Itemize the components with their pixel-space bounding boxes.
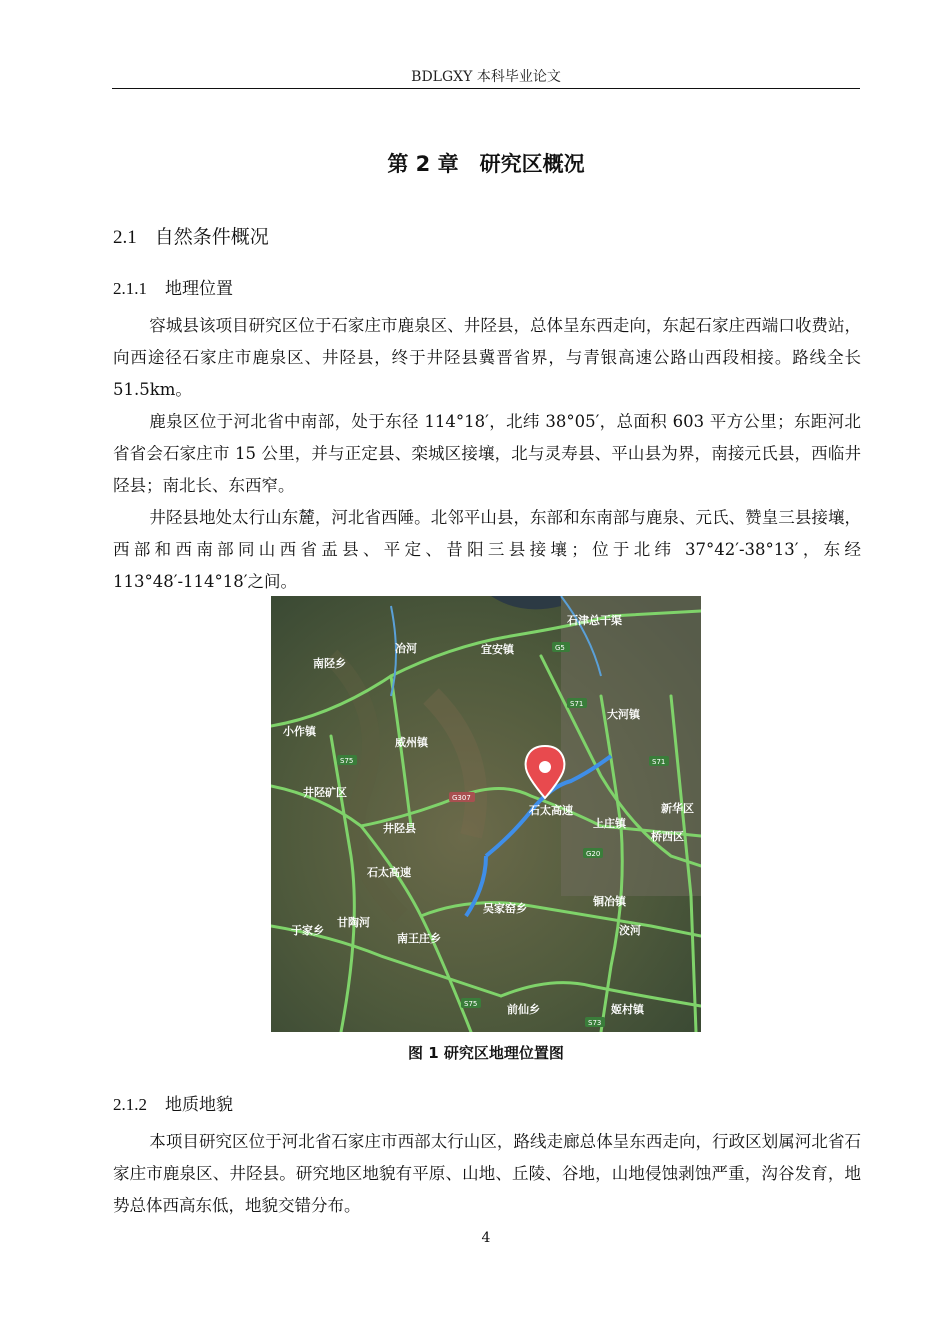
shield-s71a — [567, 698, 587, 708]
svg-text:G307: G307 — [452, 794, 471, 802]
shield-g307 — [449, 792, 475, 802]
label-jicun: 姬村镇 — [611, 1003, 644, 1016]
svg-text:G5: G5 — [555, 644, 565, 652]
label-dahe: 大河镇 — [607, 708, 640, 721]
subsection-number: 2.1.1 — [113, 279, 147, 298]
svg-text:S71: S71 — [570, 700, 584, 708]
label-nanjing: 南陉乡 — [313, 657, 346, 670]
label-wujiayao: 吴家窑乡 — [483, 902, 527, 915]
label-weizhou: 威州镇 — [395, 736, 428, 749]
label-yian: 宜安镇 — [481, 643, 514, 656]
location-map-figure — [271, 596, 701, 1032]
label-qianxian: 前仙乡 — [507, 1003, 540, 1016]
label-qiaoxi: 桥西区 — [651, 830, 684, 843]
label-tongye: 铜冶镇 — [593, 895, 626, 908]
shield-g20 — [583, 848, 603, 858]
label-nanwangzhuang: 南王庄乡 — [397, 932, 441, 945]
subsection-title: 地理位置 — [165, 279, 233, 299]
subsection-heading-2-1-1 — [113, 274, 233, 299]
label-yehe: 冶河 — [395, 642, 417, 655]
label-shangzhuang: 上庄镇 — [593, 817, 626, 830]
figure-caption: 图 1 研究区地理位置图 — [408, 1044, 564, 1062]
label-zhihe: 洨河 — [619, 924, 641, 937]
label-yujia: 于家乡 — [291, 924, 324, 937]
paragraph-luquan: 鹿泉区位于河北省中南部，处于东径 114°18′，北纬 38°05′，总面积 603 平方公里；东距河北省省会石家庄市 15 公里，并与正定县、栾城区接壤，北与灵寿县、平山县为界，南接元氏县，西临井陉县；南北长、东西窄。 — [113, 412, 861, 495]
satellite-map — [271, 596, 701, 1032]
shield-g5 — [552, 642, 570, 652]
section-heading-2-1 — [113, 222, 269, 249]
urban-area — [561, 596, 701, 896]
svg-text:S73: S73 — [588, 1019, 602, 1027]
section-number: 2.1 — [113, 227, 137, 248]
label-jingxingkuang: 井陉矿区 — [303, 786, 347, 799]
shield-s71b — [649, 756, 669, 766]
svg-text:S75: S75 — [340, 757, 354, 765]
label-shitai-2: 石太高速 — [367, 866, 411, 879]
subsection-heading-2-1-2 — [113, 1090, 233, 1115]
svg-text:G20: G20 — [586, 850, 601, 858]
label-jingxing: 井陉县 — [383, 822, 416, 835]
svg-text:S71: S71 — [652, 758, 666, 766]
svg-text:S75: S75 — [464, 1000, 478, 1008]
subsection-title: 地质地貌 — [165, 1095, 233, 1115]
shield-s75a — [337, 755, 357, 765]
label-xinhua: 新华区 — [661, 802, 694, 815]
shield-s75b — [461, 998, 481, 1008]
section-title: 自然条件概况 — [154, 226, 269, 248]
paragraph-jingxing: 井陉县地处太行山东麓，河北省西陲。北邻平山县，东部和东南部与鹿泉、元氏、赞皇三县接壤，西部和西南部同山西省盂县、平定、昔阳三县接壤；位于北纬 37°42′-38°13′，东经 113°48′-114°18′之间。 — [113, 508, 861, 591]
page-header: BDLGXY 本科毕业论文 — [411, 69, 561, 85]
subsection-number: 2.1.2 — [113, 1095, 147, 1114]
label-shitai-1: 石太高速 — [529, 804, 573, 817]
page-number: 4 — [481, 1230, 491, 1246]
label-xiaozuo: 小作镇 — [283, 725, 316, 738]
header-rule — [112, 88, 860, 89]
shield-s73 — [585, 1017, 605, 1027]
chapter-title: 第 2 章 研究区概况 — [387, 152, 585, 176]
label-canal: 石津总干渠 — [567, 614, 622, 627]
label-ganyao: 甘陶河 — [337, 916, 370, 929]
paragraph-geology: 本项目研究区位于河北省石家庄市西部太行山区，路线走廊总体呈东西走向，行政区划属河北省石家庄市鹿泉区、井陉县。研究地区地貌有平原、山地、丘陵、谷地，山地侵蚀剥蚀严重，沟谷发育，地势总体西高东低，地貌交错分布。 — [113, 1132, 861, 1215]
paragraph-location: 容城县该项目研究区位于石家庄市鹿泉区、井陉县，总体呈东西走向，东起石家庄西端口收费站，向西途径石家庄市鹿泉区、井陉县，终于井陉县冀晋省界，与青银高速公路山西段相接。路线全长 51.5km。 — [113, 316, 861, 399]
